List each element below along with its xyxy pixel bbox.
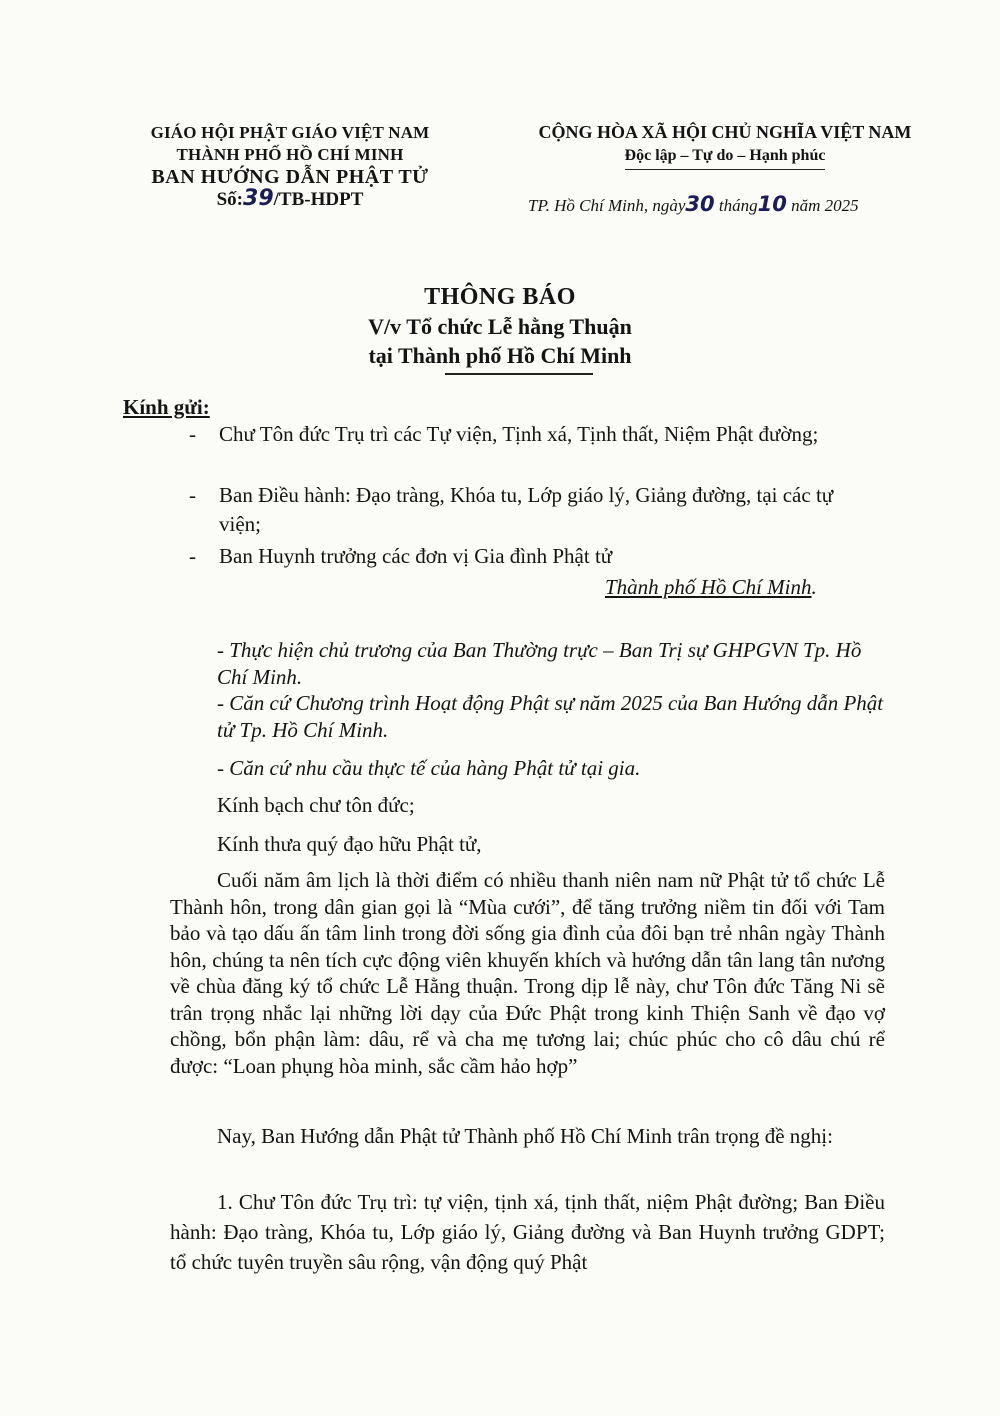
- recipients-label: Kính gửi:: [123, 395, 210, 419]
- document-number: [110, 188, 470, 211]
- city-end: .: [811, 575, 817, 599]
- date-text-2: tháng: [718, 196, 758, 215]
- issuer-line-1: GIÁO HỘI PHẬT GIÁO VIỆT NAM: [150, 123, 430, 142]
- proposal-point-1: 1. Chư Tôn đức Trụ trì: tự viện, tịnh xá, tịnh thất, niệm Phật đường; Ban Điều hành: Đạo tràng, Khóa tu, Lớp giáo lý, Giảng đường và Ban Huynh trưởng GDPT; tổ chức tuyên truyền sâu rộng, vận động quý Phật: [170, 1190, 885, 1274]
- issuer-line-3: BAN HƯỚNG DẪN PHẬT TỬ: [151, 166, 429, 188]
- number-suffix: /TB-HDPT: [273, 189, 364, 210]
- issuer-line-2: THÀNH PHỐ HỒ CHÍ MINH: [176, 145, 404, 164]
- recipient-text: Ban Huynh trưởng các đơn vị Gia đình Phật tử: [219, 544, 613, 568]
- city-name: Thành phố Hồ Chí Minh: [605, 575, 812, 599]
- date-month: 10: [757, 192, 787, 216]
- date-text-1: TP. Hồ Chí Minh, ngày: [528, 196, 686, 215]
- national-header: [520, 120, 930, 170]
- main-paragraph: Cuối năm âm lịch là thời điểm có nhiều thanh niên nam nữ Phật tử tổ chức Lễ Thành hôn, trong dân gian gọi là “Mùa cưới”, để tăng trưởng niềm tin đối với Tam bảo và tạo dấu ấn tâm linh trong đời sống gia đình của đôi bạn trẻ nhân ngày Thành hôn, chúng ta nên tích cực động viên khuyến khích và hướng dẫn tân lang tân nương về chùa đăng ký tổ chức Lễ Hằng thuận. Trong dịp lễ này, chư Tôn đức Tăng Ni sẽ trân trọng nhắc lại những lời dạy của Đức Phật trong kinh Thiện Sanh về đạo vợ chồng, bổn phận làm: dâu, rể và cha mẹ tương lai; chúc phúc cho cô dâu chú rể được: “Loan phụng hòa minh, sắc cầm hảo hợp”: [170, 868, 885, 1078]
- national-name: CỘNG HÒA XÃ HỘI CHỦ NGHĨA VIỆT NAM: [538, 122, 912, 142]
- recipient-text: Ban Điều hành: Đạo tràng, Khóa tu, Lớp giáo lý, Giảng đường, tại các tự viện;: [219, 483, 834, 536]
- title-line-2: V/v Tổ chức Lễ hằng Thuận: [368, 314, 632, 339]
- date-day: 30: [685, 192, 715, 216]
- title-line-3: tại Thành phố Hồ Chí Minh: [368, 343, 632, 368]
- greeting-line-1: Kính bạch chư tôn đức;: [217, 793, 415, 817]
- national-motto: Độc lập – Tự do – Hạnh phúc: [625, 144, 826, 170]
- number-prefix: Số:: [216, 189, 244, 210]
- number-handwritten: 39: [243, 186, 274, 211]
- recipient-item: - Ban Huynh trưởng các đơn vị Gia đình Phật tử: [192, 542, 872, 571]
- issuer-header: [110, 122, 470, 211]
- recipient-text: Chư Tôn đức Trụ trì các Tự viện, Tịnh xá, Tịnh thất, Niệm Phật đường;: [219, 422, 819, 446]
- basis-item: - Căn cứ Chương trình Hoạt động Phật sự năm 2025 của Ban Hướng dẫn Phật tử Tp. Hồ Chí Minh.: [217, 691, 884, 742]
- title-line-1: THÔNG BÁO: [424, 284, 576, 310]
- recipient-item: - Chư Tôn đức Trụ trì các Tự viện, Tịnh xá, Tịnh thất, Niệm Phật đường;: [192, 420, 872, 449]
- title-underline: [445, 373, 593, 375]
- proposal-intro: Nay, Ban Hướng dẫn Phật tử Thành phố Hồ Chí Minh trân trọng đề nghị:: [217, 1124, 833, 1148]
- basis-item: - Căn cứ nhu cầu thực tế của hàng Phật tử tại gia.: [217, 756, 641, 780]
- basis-item: - Thực hiện chủ trương của Ban Thường trực – Ban Trị sự GHPGVN Tp. Hồ Chí Minh.: [217, 638, 862, 689]
- recipient-city: [605, 575, 817, 600]
- document-date: [528, 192, 859, 216]
- greeting-line-2: Kính thưa quý đạo hữu Phật tử,: [217, 832, 482, 856]
- document-title: [0, 283, 1000, 370]
- date-text-3: năm 2025: [791, 196, 859, 215]
- recipient-item: - Ban Điều hành: Đạo tràng, Khóa tu, Lớp giáo lý, Giảng đường, tại các tự viện;: [192, 481, 872, 539]
